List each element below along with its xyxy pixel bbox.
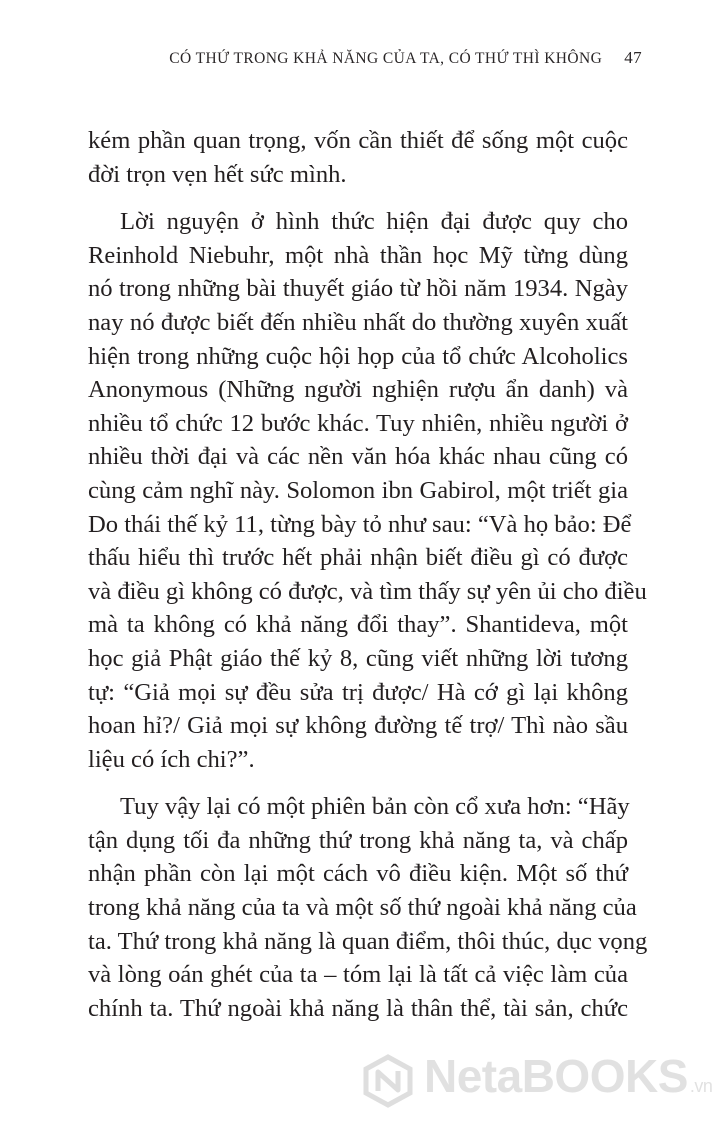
text-line: nhiều thời đại và các nền văn hóa khác nhau cũng có: [88, 443, 628, 471]
running-title: CÓ THỨ TRONG KHẢ NĂNG CỦA TA, CÓ THỨ THÌ KHÔNG: [169, 50, 603, 67]
text-line: ta. Thứ trong khả năng là quan điểm, thôi thúc, dục vọng: [88, 927, 648, 955]
text-line: Reinhold Niebuhr, một nhà thần học Mỹ từng dùng: [88, 241, 628, 269]
watermark-brand: [424, 1050, 712, 1112]
netabooks-n-logo-icon: [362, 1055, 414, 1107]
text-line: thấu hiểu thì trước hết phải nhận biết điều gì có được: [88, 544, 628, 572]
text-line: nó trong những bài thuyết giáo từ hồi năm 1934. Ngày: [88, 275, 628, 303]
text-line: học giả Phật giáo thế kỷ 8, cũng viết những lời tương: [88, 644, 628, 672]
text-line: chính ta. Thứ ngoài khả năng là thân thể, tài sản, chức: [88, 994, 628, 1022]
text-line: cùng cảm nghĩ này. Solomon ibn Gabirol, một triết gia: [88, 476, 628, 504]
page-number: 47: [624, 48, 642, 67]
text-line: Tuy vậy lại có một phiên bản còn cổ xưa hơn: “Hãy: [120, 793, 630, 821]
text-line: và điều gì không có được, và tìm thấy sự yên ủi cho điều: [88, 577, 647, 605]
text-line: mà ta không có khả năng đổi thay”. Shantideva, một: [88, 611, 628, 639]
text-line: nay nó được biết đến nhiều nhất do thường xuyên xuất: [88, 308, 628, 336]
text-line: Anonymous (Những người nghiện rượu ẩn danh) và: [88, 376, 628, 404]
text-line: tự: “Giả mọi sự đều sửa trị được/ Hà cớ gì lại không: [88, 678, 628, 706]
text-line: Lời nguyện ở hình thức hiện đại được quy cho: [120, 208, 628, 236]
text-line: Do thái thế kỷ 11, từng bày tỏ như sau: “Và họ bảo: Để: [88, 510, 632, 538]
text-line: đời trọn vẹn hết sức mình.: [88, 160, 347, 188]
watermark-suffix: .vn: [689, 1076, 712, 1096]
text-line: trong khả năng của ta và một số thứ ngoài khả năng của: [88, 894, 637, 922]
text-line: nhiều tổ chức 12 bước khác. Tuy nhiên, nhiều người ở: [88, 409, 628, 437]
netabooks-watermark: [362, 1050, 712, 1112]
text-line: liệu có ích chi?”.: [88, 745, 255, 773]
text-line: hoan hỉ?/ Giả mọi sự không đường tế trợ/ Thì nào sầu: [88, 712, 628, 740]
text-line: hiện trong những cuộc hội họp của tổ chức Alcoholics: [88, 342, 628, 370]
paragraph-1: [88, 124, 628, 191]
text-line: nhận phần còn lại một cách vô điều kiện. Một số thứ: [88, 860, 628, 888]
text-line: tận dụng tối đa những thứ trong khả năng ta, và chấp: [88, 826, 628, 854]
running-head: [60, 48, 642, 72]
paragraph-3: [88, 790, 648, 1025]
body-text: [88, 124, 648, 1039]
watermark-brand-text: NetaBOOKS: [424, 1050, 688, 1102]
paragraph-2: [88, 205, 647, 776]
text-line: và lòng oán ghét của ta – tóm lại là tất cả việc làm của: [88, 961, 628, 989]
text-line: kém phần quan trọng, vốn cần thiết để sống một cuộc: [88, 127, 628, 154]
